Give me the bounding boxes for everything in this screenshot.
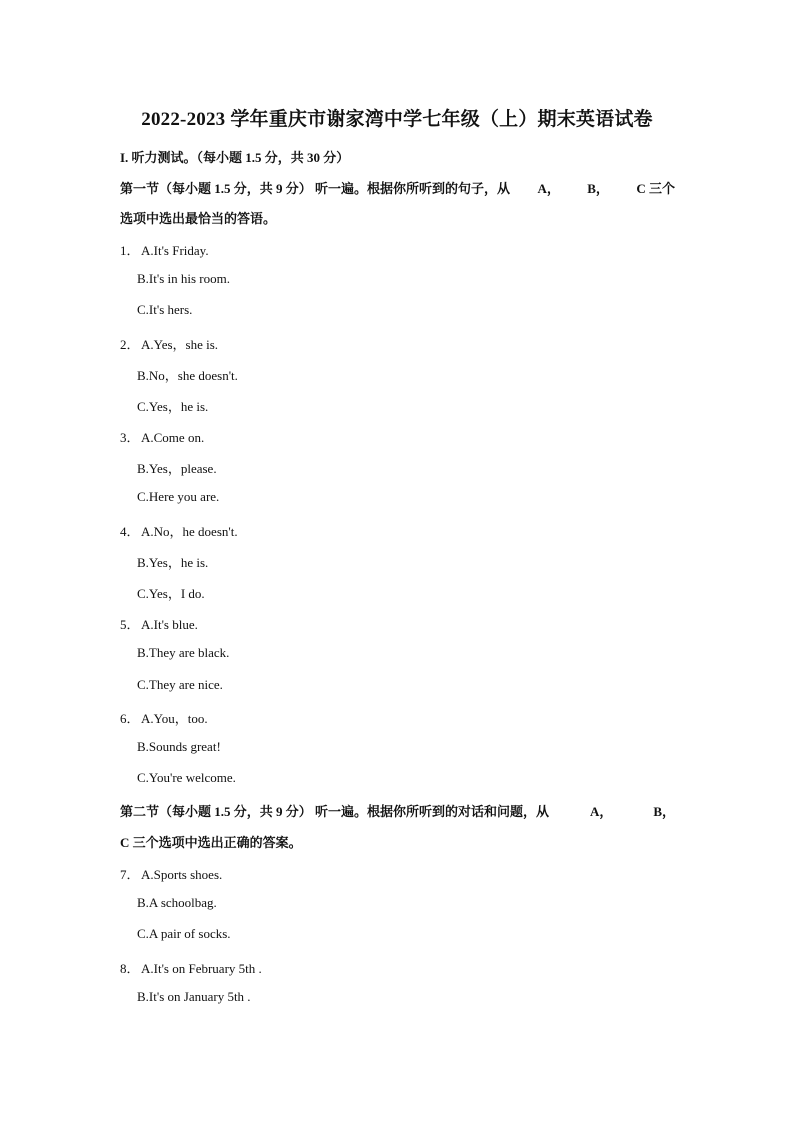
option-c: C.Yes，I do. [137, 586, 205, 601]
part2-instruction-line2: C 三个选项中选出正确的答案。 [120, 835, 302, 850]
option-b: B.Yes，please. [137, 461, 217, 476]
question-5: 5．A.It's blue. [120, 617, 198, 632]
question-4: 4．A.No，he doesn't. [120, 524, 238, 539]
option-a: A.Yes，she is. [141, 337, 219, 352]
option-c: C.They are nice. [137, 677, 223, 692]
question-2: 2．A.Yes，she is. [120, 337, 219, 352]
option-a: A.Come on. [141, 430, 205, 445]
option-a: A.No，he doesn't. [141, 524, 238, 539]
question-3: 3．A.Come on. [120, 430, 205, 445]
exam-title: 2022-2023 学年重庆市谢家湾中学七年级（上）期末英语试卷 [141, 109, 653, 130]
option-b: B.A schoolbag. [137, 895, 217, 910]
question-8: 8．A.It's on February 5th . [120, 961, 262, 976]
option-c: C.Yes，he is. [137, 399, 209, 414]
section-heading-listening: I. 听力测试。（每小题 1.5 分，共 30 分） [120, 150, 350, 165]
option-b: B.It's on January 5th . [137, 989, 251, 1004]
option-c: C.You're welcome. [137, 770, 236, 785]
option-b: B.It's in his room. [137, 271, 230, 286]
part2-instruction-line1: 第二节（每小题 1.5 分，共 9 分） 听一遍。根据你所听到的对话和问题，从 A， B， [120, 804, 675, 819]
option-a: A.Sports shoes. [141, 867, 223, 882]
option-a: A.It's blue. [141, 617, 198, 632]
option-a: A.It's Friday. [141, 243, 209, 258]
question-1: 1．A.It's Friday. [120, 243, 209, 258]
part1-instruction-line2: 选项中选出最恰当的答语。 [120, 211, 277, 226]
option-c: C.A pair of socks. [137, 926, 231, 941]
option-b: B.They are black. [137, 645, 230, 660]
option-b: B.No，she doesn't. [137, 368, 238, 383]
question-7: 7．A.Sports shoes. [120, 867, 223, 882]
option-c: C.Here you are. [137, 489, 220, 504]
option-b: B.Sounds great! [137, 739, 221, 754]
option-a: A.You，too. [141, 711, 208, 726]
option-c: C.It's hers. [137, 302, 193, 317]
part1-instruction-line1: 第一节（每小题 1.5 分，共 9 分） 听一遍。根据你所听到的句子，从 A， B， C 三个 [120, 181, 675, 196]
question-6: 6．A.You，too. [120, 711, 208, 726]
option-b: B.Yes，he is. [137, 555, 209, 570]
option-a: A.It's on February 5th . [141, 961, 262, 976]
